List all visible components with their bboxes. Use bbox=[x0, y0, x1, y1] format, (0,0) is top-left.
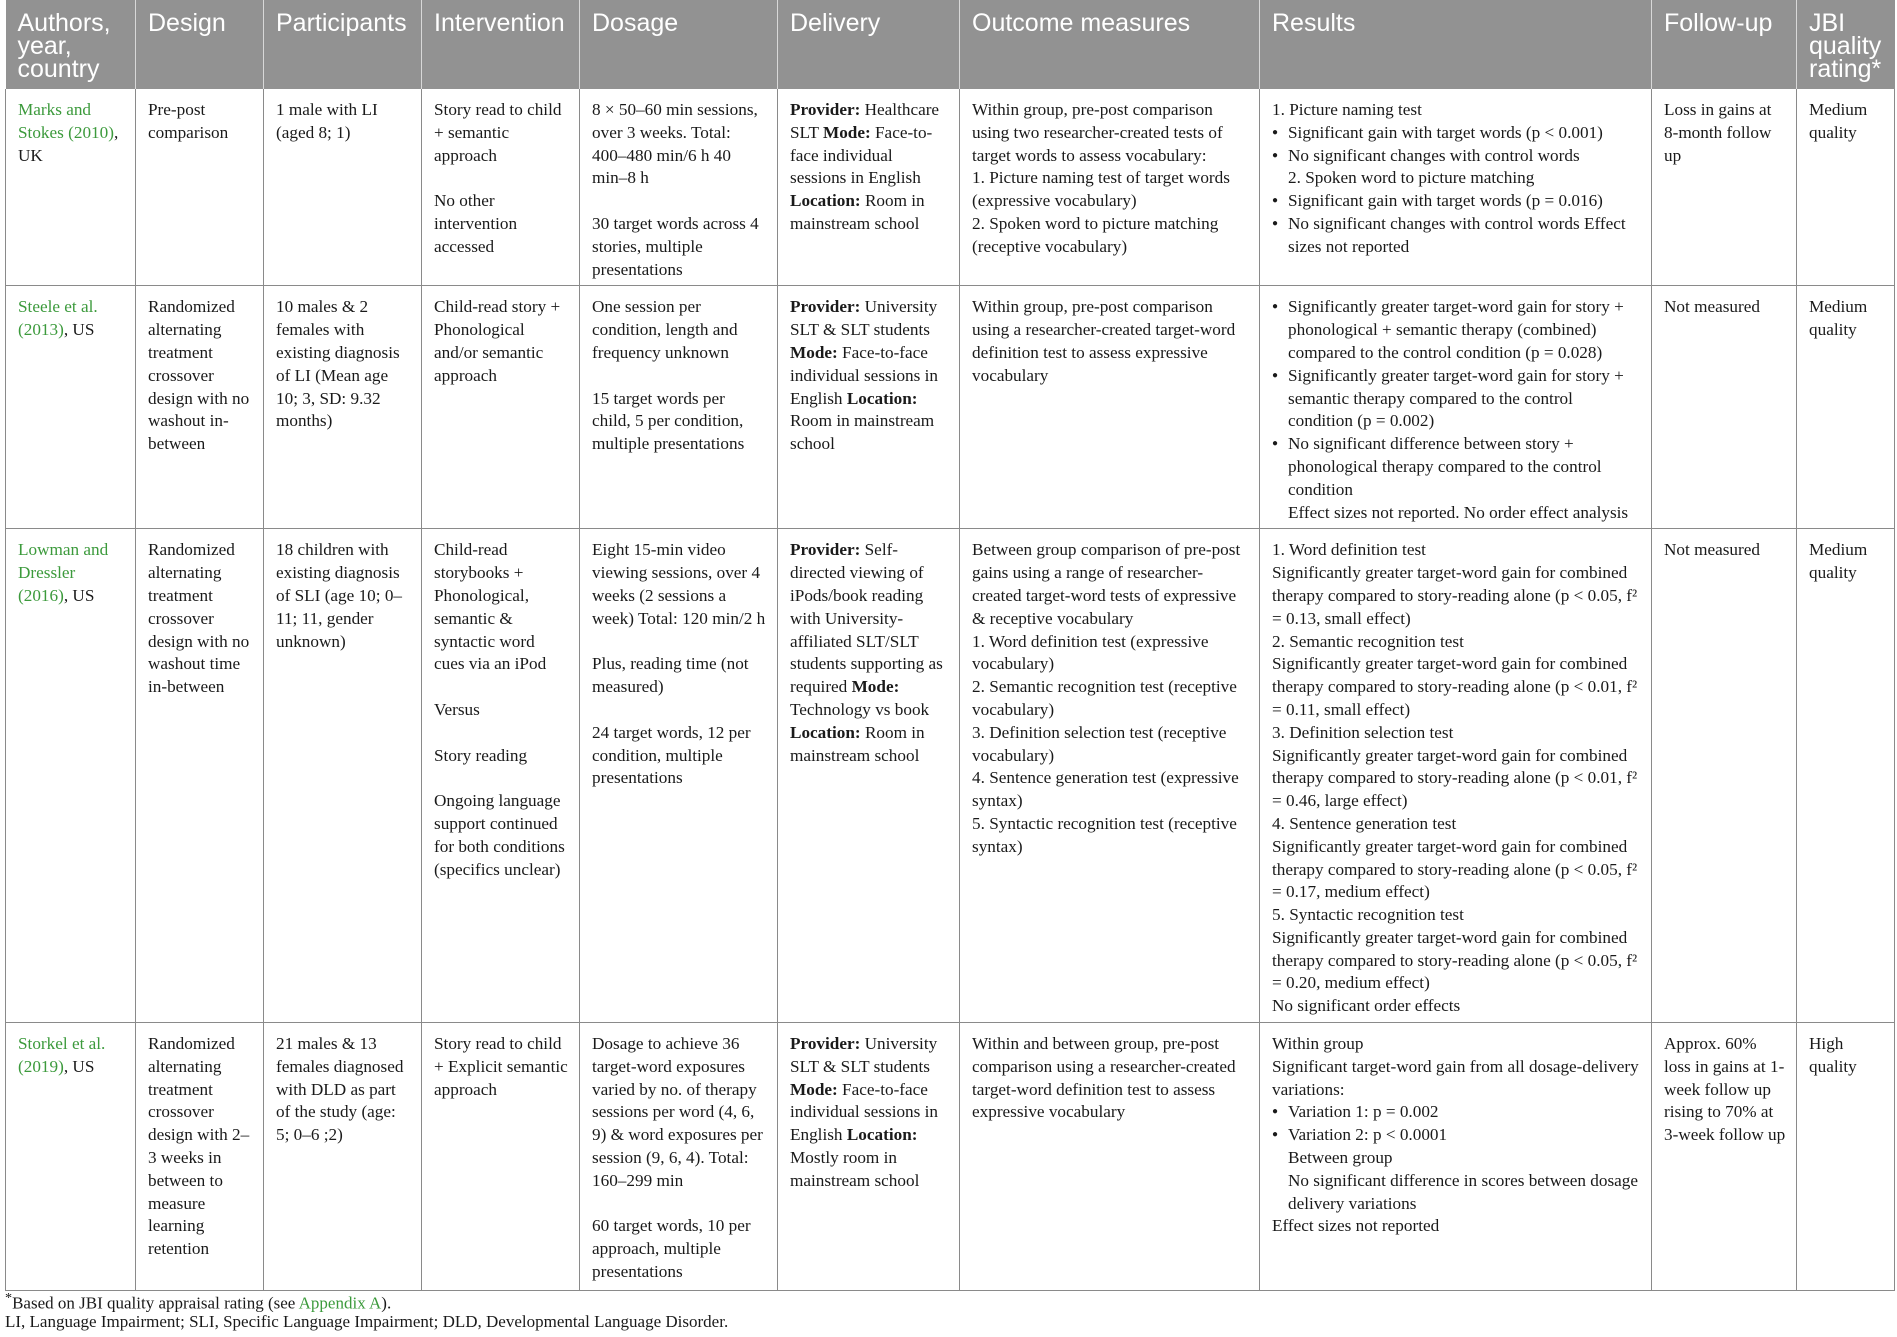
cell-design: Randomized alternating treatment crossover design with 2–3 weeks in between to measure learning retention bbox=[136, 1023, 264, 1291]
citation-link[interactable]: Storkel et al. (2019) bbox=[18, 1034, 106, 1076]
cell-results: 1. Picture naming test ● Significant gain with target words (p < 0.001) ● No significant changes with control words 2. Spoken word to picture matching ● Significant gain with target words (p = 0.016) ● No significant changes with control words Effect sizes not reported bbox=[1260, 89, 1652, 286]
table-row bbox=[6, 1023, 1895, 1291]
citation-link[interactable]: Lowman and Dressler (2016) bbox=[18, 540, 109, 605]
header-delivery: Delivery bbox=[778, 0, 960, 89]
header-design: Design bbox=[136, 0, 264, 89]
cell-dosage: Eight 15-min video viewing sessions, over 4 weeks (2 sessions a week) Total: 120 min/2 h Plus, reading time (not measured) 24 target words, 12 per condition, multiple presentations bbox=[580, 529, 778, 1023]
cell-delivery: Provider: Healthcare SLT Mode: Face-to-face individual sessions in English Location: Room in mainstream school bbox=[778, 89, 960, 286]
cell-quality: Medium quality bbox=[1797, 89, 1895, 286]
citation-link[interactable]: Marks and Stokes (2010) bbox=[18, 100, 114, 142]
cell-design: Pre-post comparison bbox=[136, 89, 264, 286]
evidence-table-container bbox=[5, 0, 1894, 1291]
cell-results: ● Significantly greater target-word gain for story + phonological + semantic therapy (combined) compared to the control condition (p = 0.028) ● Significantly greater target-word gain for story + semantic therapy compared to the control condition (p = 0.002) ● No significant difference between story + phonological therapy compared to the control condition Effect sizes not reported. No order effect analysis bbox=[1260, 286, 1652, 529]
cell-dosage: 8 × 50–60 min sessions, over 3 weeks. Total: 400–480 min/6 h 40 min–8 h 30 target words across 4 stories, multiple presentations bbox=[580, 89, 778, 286]
cell-followup: Approx. 60% loss in gains at 1-week follow up rising to 70% at 3-week follow up bbox=[1652, 1023, 1797, 1291]
table-header-row bbox=[6, 0, 1895, 89]
header-quality: JBI quality rating* bbox=[1797, 0, 1895, 89]
cell-delivery: Provider: University SLT & SLT students Mode: Face-to-face individual sessions in English Location: Mostly room in mainstream school bbox=[778, 1023, 960, 1291]
cell-dosage: Dosage to achieve 36 target-word exposures varied by no. of therapy sessions per word (4, 6, 9) & word exposures per session (9, 6, 4). Total: 160–299 min 60 target words, 10 per approach, multiple presentations bbox=[580, 1023, 778, 1291]
cell-results: 1. Word definition test Significantly greater target-word gain for combined therapy compared to story-reading alone (p < 0.05, f² = 0.13, small effect) 2. Semantic recognition test Significantly greater target-word gain for combined therapy compared to story-reading alone (p < 0.01, f² = 0.11, small effect) 3. Definition selection test Significantly greater target-word gain for combined therapy compared to story-reading alone (p < 0.01, f² = 0.46, large effect) 4. Sentence generation test Significantly greater target-word gain for combined therapy compared to story-reading alone (p < 0.05, f² = 0.17, medium effect) 5. Syntactic recognition test Significantly greater target-word gain for combined therapy compared to story-reading alone (p < 0.05, f² = 0.20, medium effect) No significant order effects bbox=[1260, 529, 1652, 1023]
footnote-abbreviations: LI, Language Impairment; SLI, Specific Language Impairment; DLD, Developmental Language Disorder. bbox=[5, 1312, 729, 1331]
appendix-link[interactable]: Appendix A bbox=[298, 1293, 382, 1313]
cell-participants: 21 males & 13 females diagnosed with DLD as part of the study (age: 5; 0–6 ;2) bbox=[264, 1023, 422, 1291]
cell-intervention: Story read to child + Explicit semantic approach bbox=[422, 1023, 580, 1291]
header-intervention: Intervention bbox=[422, 0, 580, 89]
study-characteristics-table bbox=[5, 0, 1895, 1291]
cell-design: Randomized alternating treatment crossover design with no washout time in-between bbox=[136, 529, 264, 1023]
cell-followup: Not measured bbox=[1652, 286, 1797, 529]
cell-outcome: Between group comparison of pre-post gains using a range of researcher-created target-word tests of expressive & receptive vocabulary 1. Word definition test (expressive vocabulary) 2. Semantic recognition test (receptive vocabulary) 3. Definition selection test (receptive vocabulary) 4. Sentence generation test (expressive syntax) 5. Syntactic recognition test (receptive syntax) bbox=[960, 529, 1260, 1023]
cell-design: Randomized alternating treatment crossover design with no washout in-between bbox=[136, 286, 264, 529]
cell-participants: 18 children with existing diagnosis of SLI (age 10; 0–11; 11, gender unknown) bbox=[264, 529, 422, 1023]
cell-intervention: Child-read story + Phonological and/or semantic approach bbox=[422, 286, 580, 529]
cell-quality: High quality bbox=[1797, 1023, 1895, 1291]
cell-outcome: Within and between group, pre-post comparison using a researcher-created target-word definition test to assess expressive vocabulary bbox=[960, 1023, 1260, 1291]
cell-outcome: Within group, pre-post comparison using two researcher-created tests of target words to assess vocabulary: 1. Picture naming test of target words (expressive vocabulary) 2. Spoken word to picture matching (receptive vocabulary) bbox=[960, 89, 1260, 286]
cell-intervention: Story read to child + semantic approach No other intervention accessed bbox=[422, 89, 580, 286]
footnote-quality: *Based on JBI quality appraisal rating (see Appendix A). bbox=[5, 1290, 392, 1313]
citation-link[interactable]: Steele et al. (2013) bbox=[18, 297, 98, 340]
cell-authors: Lowman and Dressler (2016), US bbox=[6, 529, 136, 1023]
cell-authors: Steele et al. (2013), US bbox=[6, 286, 136, 529]
cell-authors: Marks and Stokes (2010), UK bbox=[6, 89, 136, 286]
header-outcome: Outcome measures bbox=[960, 0, 1260, 89]
cell-authors: Storkel et al. (2019), US bbox=[6, 1023, 136, 1291]
header-participants: Participants bbox=[264, 0, 422, 89]
cell-dosage: One session per condition, length and frequency unknown 15 target words per child, 5 per condition, multiple presentations bbox=[580, 286, 778, 529]
table-row bbox=[6, 89, 1895, 286]
cell-delivery: Provider: University SLT & SLT students Mode: Face-to-face individual sessions in English Location: Room in mainstream school bbox=[778, 286, 960, 529]
cell-followup: Not measured bbox=[1652, 529, 1797, 1023]
header-results: Results bbox=[1260, 0, 1652, 89]
cell-outcome: Within group, pre-post comparison using a researcher-created target-word definition test to assess expressive vocabulary bbox=[960, 286, 1260, 529]
cell-delivery: Provider: Self-directed viewing of iPods/book reading with University-affiliated SLT/SLT students supporting as required Mode: Technology vs book Location: Room in mainstream school bbox=[778, 529, 960, 1023]
table-row bbox=[6, 529, 1895, 1023]
cell-participants: 10 males & 2 females with existing diagnosis of LI (Mean age 10; 3, SD: 9.32 months) bbox=[264, 286, 422, 529]
cell-participants: 1 male with LI (aged 8; 1) bbox=[264, 89, 422, 286]
header-followup: Follow-up bbox=[1652, 0, 1797, 89]
cell-quality: Medium quality bbox=[1797, 529, 1895, 1023]
cell-quality: Medium quality bbox=[1797, 286, 1895, 529]
cell-results: Within group Significant target-word gain from all dosage-delivery variations: ● Variation 1: p = 0.002 ● Variation 2: p < 0.0001 Between group No significant difference in scores between dosage delivery variations Effect sizes not reported bbox=[1260, 1023, 1652, 1291]
cell-followup: Loss in gains at 8-month follow up bbox=[1652, 89, 1797, 286]
header-authors: Authors, year, country bbox=[6, 0, 136, 89]
cell-intervention: Child-read storybooks + Phonological, semantic & syntactic word cues via an iPod Versus Story reading Ongoing language support continued for both conditions (specifics unclear) bbox=[422, 529, 580, 1023]
header-dosage: Dosage bbox=[580, 0, 778, 89]
table-row bbox=[6, 286, 1895, 529]
